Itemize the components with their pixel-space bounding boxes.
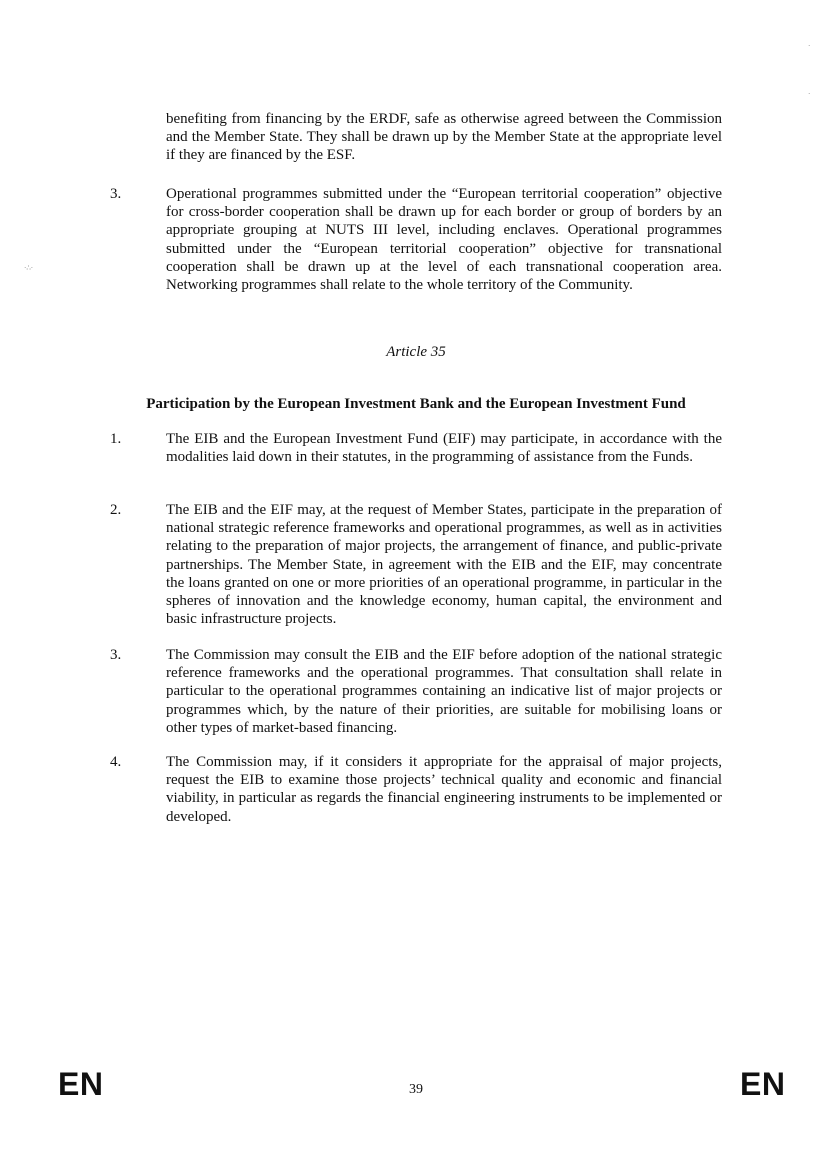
item-number: 4. bbox=[110, 754, 122, 770]
territorial-cooperation-paragraph: Operational programmes submitted under the “European territorial cooperation” objective for cross-border cooperation shall be drawn up for each border or group of borders by an appropriate grouping at NUTS III level, including enclaves. Operational programmes submitted under the “European territorial cooperation” objective for transnational cooperation shall be drawn up at the level of each transnational cooperation area. Networking programmes shall relate to the whole territory of the Community. bbox=[166, 186, 722, 294]
language-marker-right: EN bbox=[740, 1066, 786, 1102]
language-marker-left: EN bbox=[58, 1066, 104, 1102]
item-number: 3. bbox=[110, 186, 122, 202]
scan-speck: · bbox=[808, 42, 811, 50]
page-number: 39 bbox=[409, 1082, 423, 1097]
item-number: 3. bbox=[110, 647, 122, 663]
item-number: 1. bbox=[110, 431, 122, 447]
article-paragraph-4: The Commission may, if it considers it appropriate for the appraisal of major projects, request the EIB to examine those projects’ technical quality and economic and financial viability, in particular as regards the financial engineering instruments to be implemented or developed. bbox=[166, 754, 722, 825]
article-title: Article 35 bbox=[386, 344, 446, 360]
article-paragraph-2: The EIB and the EIF may, at the request of Member States, participate in the preparation of national strategic reference frameworks and operational programmes, as well as in activities relating to the preparation of major projects, the arrangement of finance, and public-private partnerships. The Member State, in agreement with the EIB and the EIF, may concentrate the loans granted on one or more priorities of an operational programme, in particular in the spheres of innovation and the knowledge economy, human capital, the environment and basic infrastructure projects. bbox=[166, 502, 722, 628]
scan-speck: · bbox=[808, 90, 811, 98]
article-paragraph-3: The Commission may consult the EIB and the EIF before adoption of the national strategic reference frameworks and the operational programmes. That consultation shall relate in particular to the operational programmes containing an indicative list of major projects or programmes which, by the nature of their priorities, are suitable for mobilising loans or other types of market-based financing. bbox=[166, 647, 722, 736]
scan-speck: ·∴· bbox=[24, 264, 34, 272]
item-number: 2. bbox=[110, 502, 122, 518]
article-paragraph-1: The EIB and the European Investment Fund (EIF) may participate, in accordance with the modalities laid down in their statutes, in the programming of assistance from the Funds. bbox=[166, 431, 722, 466]
continuation-paragraph: benefiting from financing by the ERDF, safe as otherwise agreed between the Commission and the Member State. They shall be drawn up by the Member State at the appropriate level if they are financed by the ESF. bbox=[166, 111, 722, 164]
article-heading: Participation by the European Investment Bank and the European Investment Fund bbox=[146, 396, 686, 412]
